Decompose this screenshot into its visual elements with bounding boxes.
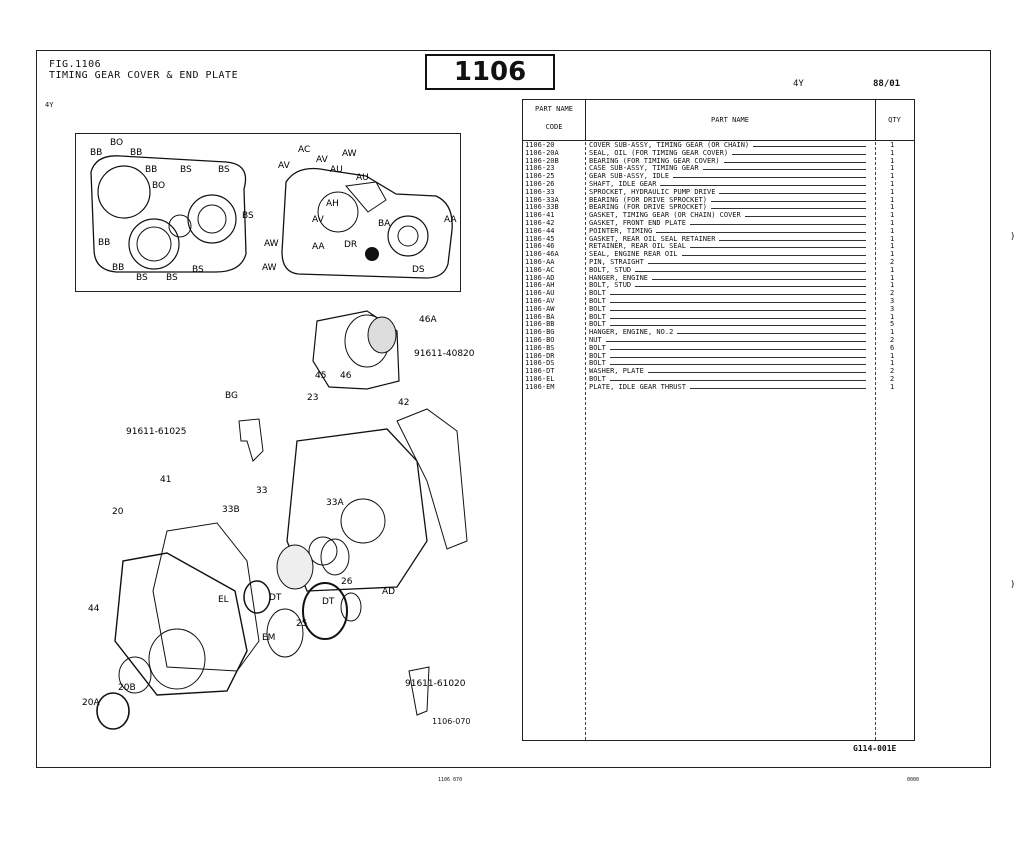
part-code: 1106-EM (525, 382, 555, 391)
part-code: 1106-20B (525, 156, 559, 165)
part-qty: 2 (890, 367, 895, 376)
leader-line (682, 255, 866, 256)
part-code: 1106-BO (525, 335, 555, 344)
part-code: 1106-AV (525, 296, 555, 305)
part-qty: 1 (890, 187, 895, 196)
part-qty: 1 (890, 359, 895, 368)
part-qty: 2 (890, 374, 895, 383)
part-qty: 1 (890, 328, 895, 337)
leader-line (610, 380, 866, 381)
leader-line (677, 333, 866, 334)
part-name: BOLT (589, 320, 606, 329)
assembled-callout: BS (166, 273, 178, 283)
exploded-callout: AD (382, 587, 396, 597)
exploded-view-drawing (67, 291, 487, 731)
part-qty: 1 (890, 211, 895, 220)
part-name: BOLT (589, 343, 606, 352)
part-qty: 1 (890, 242, 895, 251)
assembled-callout: BS (192, 265, 204, 275)
exploded-callout: 46 (340, 371, 352, 381)
part-name: CASE SUB-ASSY, TIMING GEAR (589, 164, 699, 173)
assembled-callout: BO (152, 181, 166, 191)
figure-title (49, 59, 238, 81)
assembled-callout: AW (342, 149, 357, 159)
leader-line (610, 325, 866, 326)
leader-line (673, 177, 866, 178)
leader-line (660, 185, 866, 186)
part-name: GEAR SUB-ASSY, IDLE (589, 172, 670, 181)
part-name: BOLT (589, 374, 606, 383)
part-code: 1106-26 (525, 179, 555, 188)
table-row (523, 337, 914, 345)
part-name: GASKET, TIMING GEAR (OR CHAIN) COVER (589, 211, 741, 220)
leader-line (610, 302, 866, 303)
table-row (523, 345, 914, 353)
part-qty: 6 (890, 343, 895, 352)
part-name: BOLT, STUD (589, 281, 632, 290)
part-code: 1106-20A (525, 148, 559, 157)
part-code: 1106-AA (525, 257, 555, 266)
assembled-callout: DS (412, 265, 425, 275)
part-qty: 1 (890, 164, 895, 173)
part-code: 1106-46 (525, 242, 555, 251)
margin-mark-bottom: ) (1010, 580, 1016, 590)
assembled-callout: AW (262, 263, 277, 273)
table-row (523, 197, 914, 205)
exploded-callout: 25 (296, 619, 308, 629)
date-label: 88/01 (873, 79, 901, 89)
assembled-callout: BS (218, 165, 230, 175)
exploded-callout: 42 (398, 398, 410, 408)
leader-line (690, 388, 866, 389)
part-name: BOLT (589, 351, 606, 360)
part-name: BEARING (FOR TIMING GEAR COVER) (589, 156, 720, 165)
part-code: 1106-33A (525, 195, 559, 204)
exploded-view (67, 291, 487, 731)
leader-line (690, 224, 866, 225)
part-code: 1106-33 (525, 187, 555, 196)
table-row (523, 275, 914, 283)
part-name: NUT (589, 335, 602, 344)
part-code: 1106-AW (525, 304, 555, 313)
part-name: PLATE, IDLE GEAR THRUST (589, 382, 686, 391)
figure-name: TIMING GEAR COVER & END PLATE (49, 70, 239, 81)
leader-line (610, 294, 866, 295)
part-name: SEAL, OIL (FOR TIMING GEAR COVER) (589, 148, 729, 157)
part-code: 1106-BA (525, 312, 555, 321)
leader-line (732, 154, 866, 155)
exploded-callout: 33 (256, 486, 268, 496)
part-qty: 2 (890, 335, 895, 344)
table-row (523, 165, 914, 173)
part-code: 1106-42 (525, 218, 555, 227)
part-code: 1106-AD (525, 273, 555, 282)
part-name: POINTER, TIMING (589, 226, 653, 235)
leader-line (648, 263, 866, 264)
part-name: SEAL, ENGINE REAR OIL (589, 250, 678, 259)
table-row (523, 220, 914, 228)
part-qty: 1 (890, 234, 895, 243)
parts-table (522, 99, 915, 741)
leader-line (610, 318, 866, 319)
assembled-callout: AU (356, 173, 369, 183)
header-qty: QTY (888, 116, 901, 124)
table-row (523, 290, 914, 298)
part-code: 1106-BS (525, 343, 555, 352)
table-row (523, 259, 914, 267)
figure-label: FIG.1106 (49, 59, 102, 70)
engine-code: 4Y (45, 101, 54, 109)
table-row (523, 321, 914, 329)
leader-line (703, 169, 866, 170)
assembled-callout: AU (330, 165, 343, 175)
part-name: BOLT (589, 296, 606, 305)
exploded-callout: 44 (88, 604, 100, 614)
part-code: 1106-BB (525, 320, 555, 329)
assembled-callout: AC (298, 145, 311, 155)
part-qty: 1 (890, 218, 895, 227)
part-qty: 1 (890, 265, 895, 274)
part-name: BEARING (FOR DRIVE SPROCKET) (589, 203, 708, 212)
part-qty: 1 (890, 250, 895, 259)
part-code: 1106-44 (525, 226, 555, 235)
table-code: G114-001E (853, 744, 897, 753)
assembled-callout: AW (264, 239, 279, 249)
part-name: HANGER, ENGINE (589, 273, 649, 282)
part-name: BOLT, STUD (589, 265, 632, 274)
assembled-callout: BO (110, 138, 124, 148)
table-row (523, 314, 914, 322)
part-qty: 1 (890, 148, 895, 157)
table-row (523, 368, 914, 376)
leader-line (656, 232, 866, 233)
assembled-callout: BB (112, 263, 125, 273)
table-row (523, 360, 914, 368)
table-row (523, 376, 914, 384)
part-code: 1106-AU (525, 289, 555, 298)
part-code: 1106-20 (525, 141, 555, 149)
table-row (523, 251, 914, 259)
assembled-callout: AV (278, 161, 290, 171)
part-code: 1106-45 (525, 234, 555, 243)
part-qty: 1 (890, 351, 895, 360)
part-qty: 3 (890, 304, 895, 313)
part-qty: 1 (890, 156, 895, 165)
leader-line (635, 271, 866, 272)
table-row (523, 212, 914, 220)
leader-line (610, 310, 866, 311)
part-qty: 1 (890, 172, 895, 181)
assembled-callout: BS (136, 273, 148, 283)
leader-line (606, 341, 866, 342)
table-row (523, 181, 914, 189)
part-code: 1106-AH (525, 281, 555, 290)
leader-line (719, 240, 866, 241)
header-part-name-label: PART NAME (535, 105, 573, 113)
parts-sheet (36, 50, 991, 768)
table-row (523, 267, 914, 275)
assembled-callout: BS (180, 165, 192, 175)
part-name: HANGER, ENGINE, NO.2 (589, 328, 674, 337)
table-row (523, 173, 914, 181)
margin-mark-top: ) (1010, 232, 1016, 242)
assembled-callout: AA (312, 242, 325, 252)
table-row (523, 243, 914, 251)
model-label: 4Y (793, 79, 804, 89)
table-row (523, 189, 914, 197)
leader-line (610, 349, 866, 350)
assembled-callout: AV (316, 155, 328, 165)
part-code: 1106-23 (525, 164, 555, 173)
assembled-callout: BS (242, 211, 254, 221)
part-qty: 1 (890, 382, 895, 391)
part-name: GASKET, REAR OIL SEAL RETAINER (589, 234, 716, 243)
footer-left-code: 1106 070 (438, 777, 463, 783)
part-qty: 2 (890, 257, 895, 266)
assembled-callout: DR (344, 240, 358, 250)
header-part-code (523, 100, 586, 140)
leader-line (719, 193, 866, 194)
assembled-callout: BB (98, 238, 111, 248)
figure-number-box: 1106 (425, 54, 555, 90)
part-name: BOLT (589, 359, 606, 368)
part-name: WASHER, PLATE (589, 367, 644, 376)
exploded-callout: 45 (315, 371, 327, 381)
table-row (523, 306, 914, 314)
assembled-callout: AA (444, 215, 457, 225)
part-name: PIN, STRAIGHT (589, 257, 644, 266)
footer-right-code: 0000 (907, 777, 920, 783)
assembled-callout: BB (130, 148, 143, 158)
part-name: BEARING (FOR DRIVE SPROCKET) (589, 195, 708, 204)
part-qty: 5 (890, 320, 895, 329)
part-name: SPROCKET, HYDRAULIC PUMP DRIVE (589, 187, 716, 196)
assembled-callout: BB (90, 148, 103, 158)
assembled-callout: AV (312, 215, 324, 225)
exploded-callout: 33A (326, 498, 344, 508)
exploded-callout: 23 (307, 393, 319, 403)
part-name: BOLT (589, 312, 606, 321)
exploded-callout: 26 (341, 577, 353, 587)
table-row (523, 384, 914, 392)
part-qty: 1 (890, 226, 895, 235)
exploded-callout: BG (225, 391, 238, 401)
part-name: GASKET, FRONT END PLATE (589, 218, 686, 227)
part-qty: 1 (890, 203, 895, 212)
exploded-callout: 20B (118, 683, 136, 693)
table-row (523, 353, 914, 361)
leader-line (690, 247, 866, 248)
leader-line (711, 201, 866, 202)
part-code: 1106-AC (525, 265, 555, 274)
assembled-callout: BB (145, 165, 158, 175)
part-code: 1106-25 (525, 172, 555, 181)
part-name: COVER SUB-ASSY, TIMING GEAR (OR CHAIN) (589, 141, 750, 149)
leader-line (648, 372, 866, 373)
part-name: RETAINER, REAR OIL SEAL (589, 242, 686, 251)
part-code: 1106-DR (525, 351, 555, 360)
part-code: 1106-DS (525, 359, 555, 368)
table-row (523, 282, 914, 290)
leader-line (724, 162, 866, 163)
leader-line (610, 364, 866, 365)
exploded-callout: 91611-61020 (405, 679, 466, 689)
part-qty: 3 (890, 296, 895, 305)
table-row (523, 228, 914, 236)
assembled-view-drawing (76, 134, 462, 293)
part-name: BOLT (589, 289, 606, 298)
part-code: 1106-41 (525, 211, 555, 220)
part-qty: 1 (890, 195, 895, 204)
exploded-callout: 41 (160, 475, 172, 485)
exploded-callout: 20A (82, 698, 100, 708)
leader-line (711, 208, 866, 209)
exploded-callout: DT (322, 597, 335, 607)
assembled-callout: BA (378, 219, 391, 229)
part-name: SHAFT, IDLE GEAR (589, 179, 657, 188)
assembled-callout: AH (326, 199, 339, 209)
table-row (523, 236, 914, 244)
table-row (523, 329, 914, 337)
part-code: 1106-46A (525, 250, 559, 259)
exploded-callout: EM (262, 633, 276, 643)
part-code: 1106-33B (525, 203, 559, 212)
exploded-callout: 46A (419, 315, 437, 325)
part-qty: 1 (890, 179, 895, 188)
part-qty: 1 (890, 312, 895, 321)
leader-line (652, 279, 866, 280)
part-qty: 1 (890, 281, 895, 290)
exploded-callout: 33B (222, 505, 240, 515)
exploded-callout: 91611-40820 (414, 349, 475, 359)
leader-line (610, 357, 866, 358)
table-row (523, 298, 914, 306)
parts-rows (523, 142, 914, 392)
exploded-callout: 91611-61025 (126, 427, 187, 437)
header-code-label: CODE (545, 123, 563, 131)
header-part-name: PART NAME (585, 100, 876, 140)
part-code: 1106-BG (525, 328, 555, 337)
assembled-view-box (75, 133, 461, 292)
exploded-callout: DT (269, 593, 282, 603)
table-row (523, 158, 914, 166)
exploded-callout: 20 (112, 507, 124, 517)
drawing-number: 1106-070 (432, 717, 471, 726)
part-qty: 1 (890, 273, 895, 282)
exploded-callout: EL (218, 595, 229, 605)
part-qty: 1 (890, 141, 895, 149)
part-name: BOLT (589, 304, 606, 313)
part-qty: 2 (890, 289, 895, 298)
leader-line (635, 286, 866, 287)
leader-line (753, 146, 866, 147)
part-code: 1106-EL (525, 374, 555, 383)
part-code: 1106-DT (525, 367, 555, 376)
leader-line (745, 216, 866, 217)
